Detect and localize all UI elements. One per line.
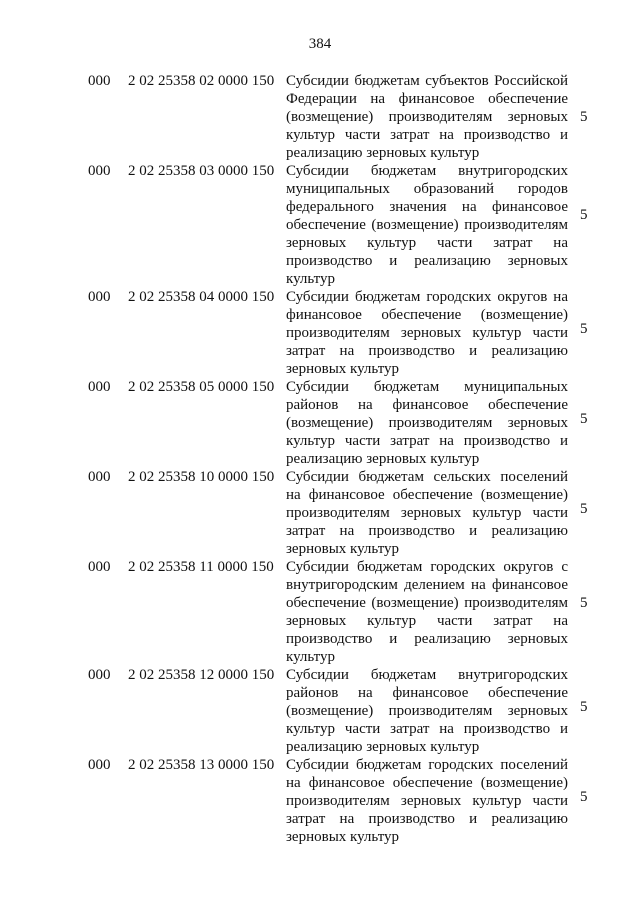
row-value: 5: [580, 789, 588, 805]
admin-code: 000: [88, 667, 111, 683]
row-description: Субсидии бюджетам городских округов на финансовое обеспечение (возмещение) производителям зерновых культур части затрат на производство и реализацию зерновых культур: [286, 289, 568, 377]
row-value: 5: [580, 207, 588, 223]
budget-code-table: [0, 72, 640, 846]
row-value: 5: [580, 699, 588, 715]
table-row: [0, 666, 640, 756]
admin-code: 000: [88, 757, 111, 773]
page-number: 384: [308, 36, 332, 52]
table-row: [0, 288, 640, 378]
admin-code: 000: [88, 469, 111, 485]
table-row: [0, 468, 640, 558]
table-row: [0, 162, 640, 288]
budget-code: 2 02 25358 12 0000 150: [128, 667, 275, 683]
table-row: [0, 378, 640, 468]
row-value: 5: [580, 411, 588, 427]
row-description: Субсидии бюджетам внутригородских муниципальных образований городов федерального значения на финансовое обеспечение (возмещение) производителям зерновых культур части затрат на производство и реализацию зерновых культур: [286, 163, 568, 287]
row-value: 5: [580, 595, 588, 611]
table-row: [0, 558, 640, 666]
admin-code: 000: [88, 73, 111, 89]
budget-code: 2 02 25358 02 0000 150: [128, 73, 275, 89]
row-value: 5: [580, 501, 588, 517]
admin-code: 000: [88, 289, 111, 305]
row-value: 5: [580, 321, 588, 337]
row-description: Субсидии бюджетам городских округов с внутригородским делением на финансовое обеспечение (возмещение) производителям зерновых культур части затрат на производство и реализацию зерновых культур: [286, 559, 568, 665]
budget-code: 2 02 25358 03 0000 150: [128, 163, 275, 179]
row-description: Субсидии бюджетам сельских поселений на финансовое обеспечение (возмещение) производителям зерновых культур части затрат на производство и реализацию зерновых культур: [286, 469, 568, 557]
admin-code: 000: [88, 559, 111, 575]
row-value: 5: [580, 109, 588, 125]
row-description: Субсидии бюджетам внутригородских районов на финансовое обеспечение (возмещение) производителям зерновых культур части затрат на производство и реализацию зерновых культур: [286, 667, 568, 755]
budget-code: 2 02 25358 05 0000 150: [128, 379, 275, 395]
budget-code: 2 02 25358 11 0000 150: [128, 559, 274, 575]
budget-code: 2 02 25358 13 0000 150: [128, 757, 275, 773]
row-description: Субсидии бюджетам муниципальных районов на финансовое обеспечение (возмещение) производителям зерновых культур части затрат на производство и реализацию зерновых культур: [286, 379, 568, 467]
admin-code: 000: [88, 163, 111, 179]
table-row: [0, 756, 640, 846]
budget-code: 2 02 25358 04 0000 150: [128, 289, 275, 305]
budget-code: 2 02 25358 10 0000 150: [128, 469, 275, 485]
admin-code: 000: [88, 379, 111, 395]
row-description: Субсидии бюджетам городских поселений на финансовое обеспечение (возмещение) производителям зерновых культур части затрат на производство и реализацию зерновых культур: [286, 757, 568, 845]
table-row: [0, 72, 640, 162]
row-description: Субсидии бюджетам субъектов Российской Федерации на финансовое обеспечение (возмещение) производителям зерновых культур части затрат на производство и реализацию зерновых культур: [286, 73, 568, 161]
